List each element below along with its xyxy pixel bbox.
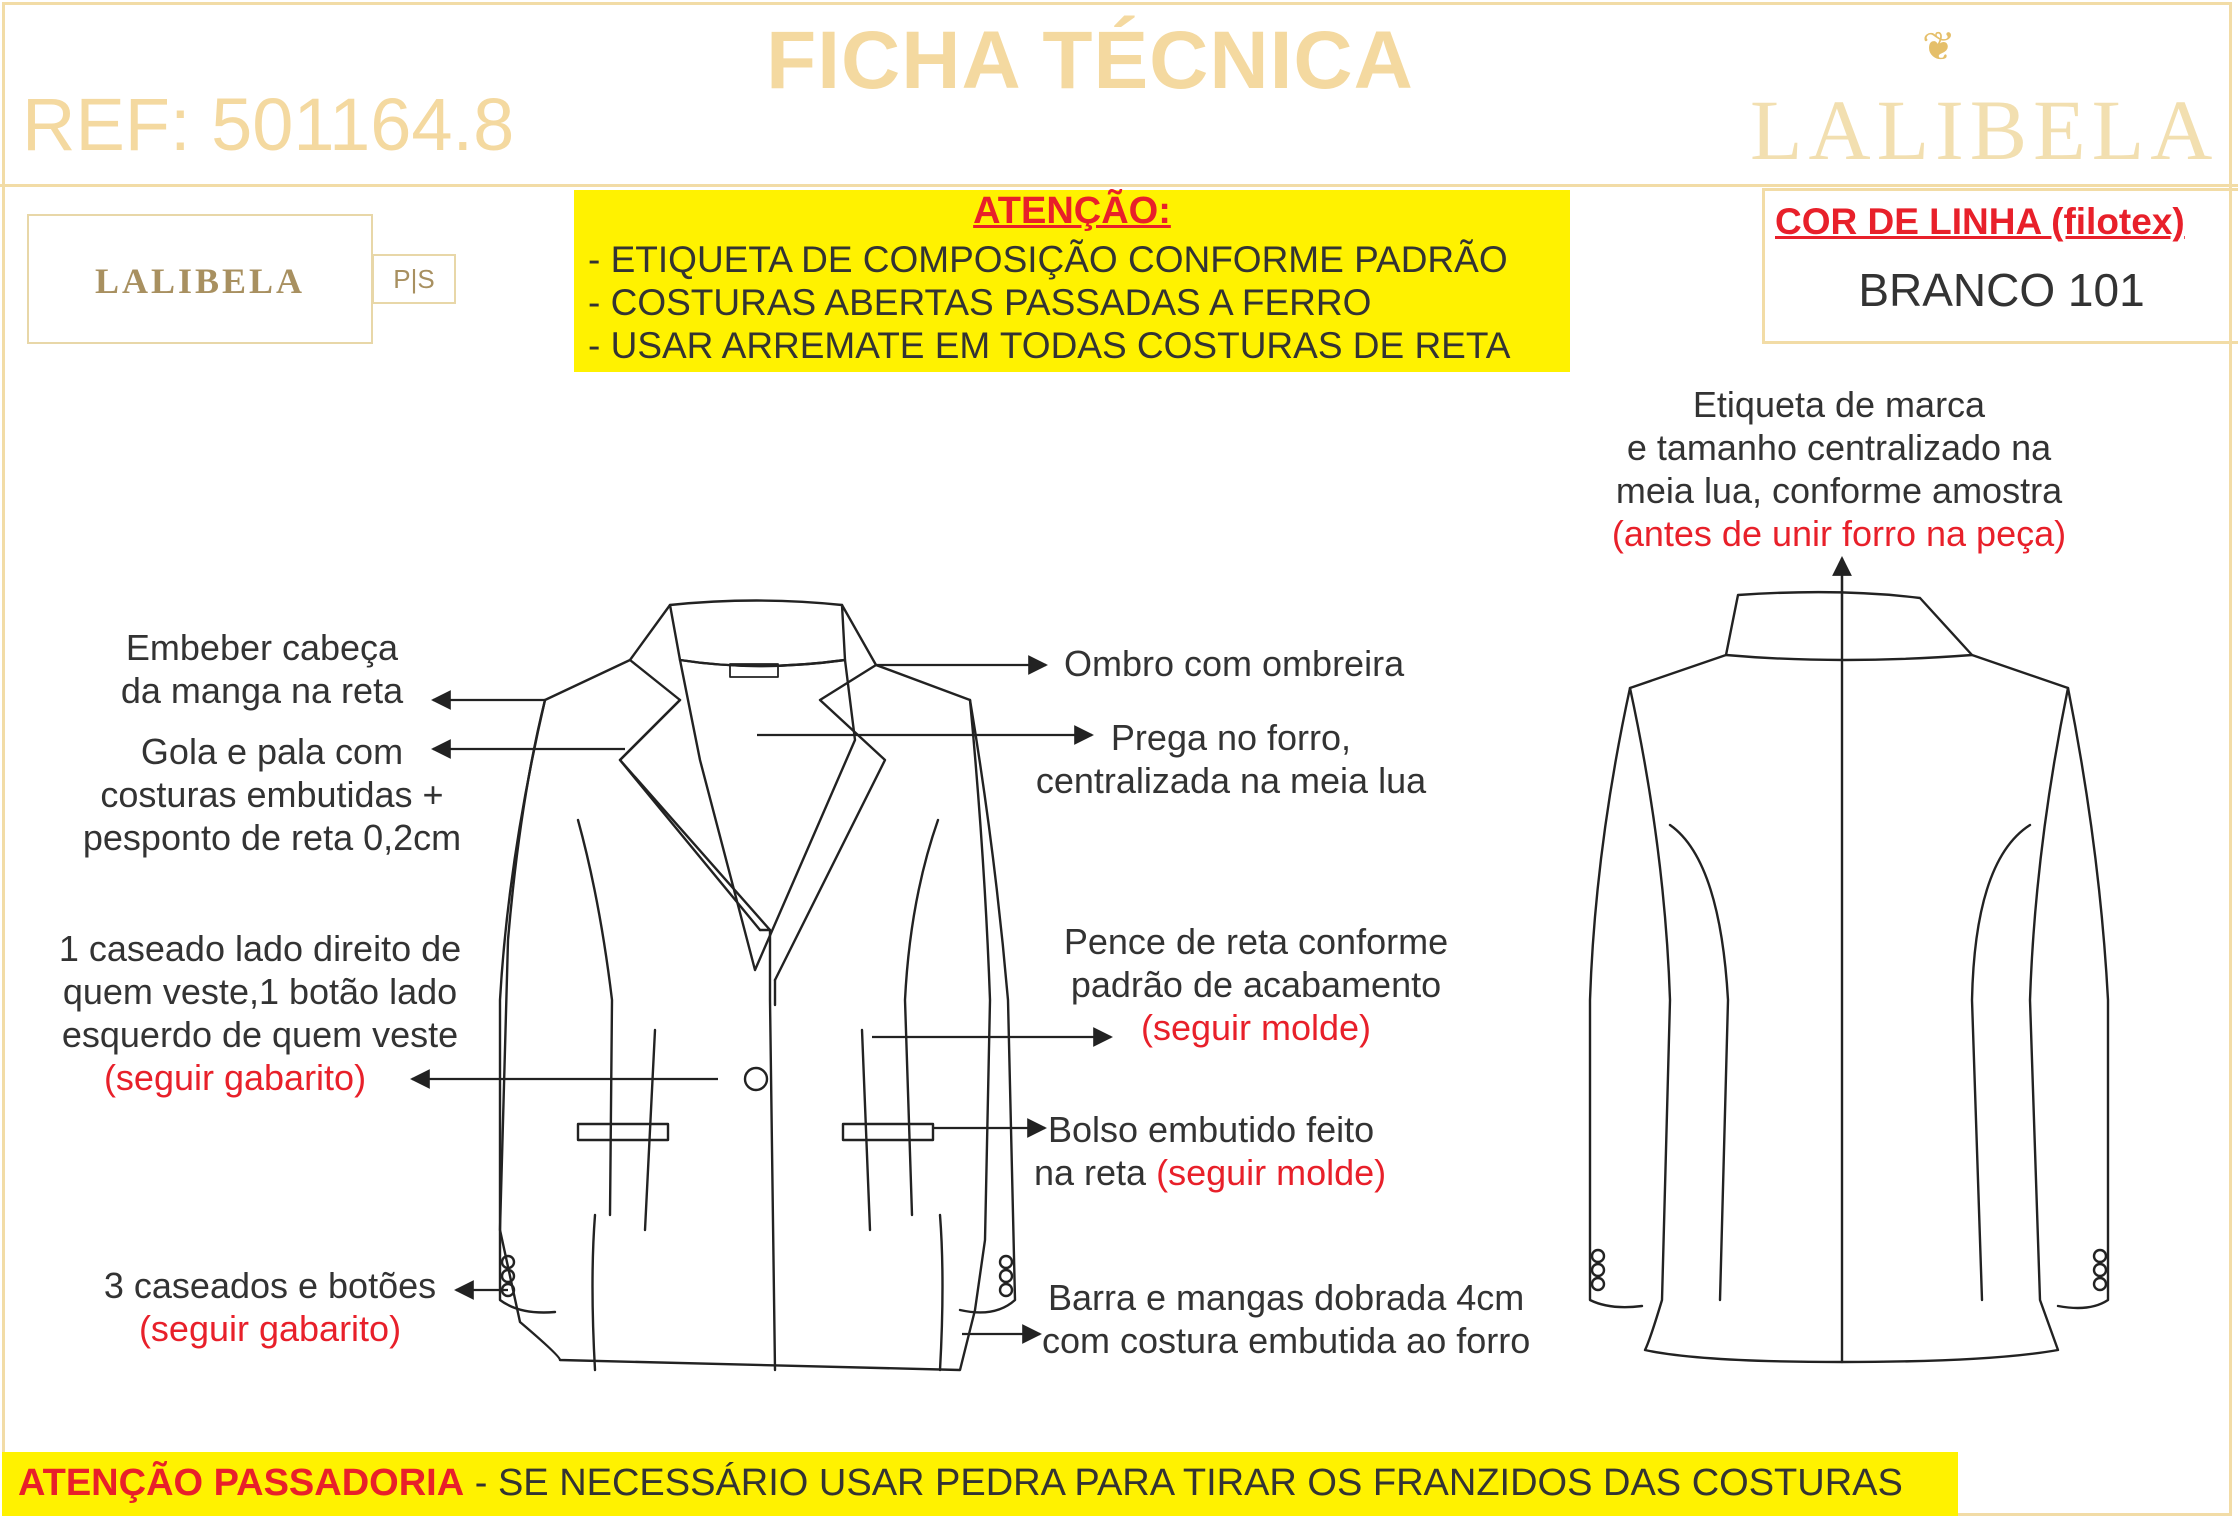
footer-notice — [2, 1452, 1958, 1516]
back-jacket-drawing — [1590, 562, 2108, 1362]
note-ombro: Ombro com ombreira — [1064, 643, 1405, 684]
note-prega: Prega no forro, centralizada na meia lua — [1035, 717, 1427, 801]
thread-heading: COR DE LINHA (filotex) — [1775, 201, 2185, 242]
note-pence: Pence de reta conforme padrão de acabamento (seguir molde) — [1063, 921, 1449, 1048]
front-jacket-drawing — [500, 601, 1015, 1371]
note-gola: Gola e pala com costuras embutidas + pesponto de reta 0,2cm — [82, 731, 462, 858]
footer-text: - SE NECESSÁRIO USAR PEDRA PARA TIRAR OS FRANZIDOS DAS COSTURAS — [464, 1462, 1903, 1504]
note-barra: Barra e mangas dobrada 4cm com costura embutida ao forro — [1042, 1277, 1531, 1361]
note-embeber: Embeber cabeça da manga na reta — [120, 627, 404, 711]
footer-strong: ATENÇÃO PASSADORIA — [18, 1462, 465, 1504]
attention-heading: ATENÇÃO: — [973, 190, 1171, 232]
page-title: FICHA TÉCNICA — [766, 15, 1414, 106]
bee-icon: ❦ — [1922, 25, 1956, 69]
note-etiqueta: Etiqueta de marca e tamanho centralizado na meia lua, conforme amostra (antes de unir forro na peça) — [1611, 384, 2067, 554]
label-brand-text: LALIBELA — [94, 261, 306, 301]
note-bolso: Bolso embutido feito na reta (seguir molde) — [1034, 1109, 1387, 1193]
attention-line: - USAR ARREMATE EM TODAS COSTURAS DE RETA — [588, 325, 1511, 366]
size-label: P|S — [372, 254, 456, 304]
reference-code: REF: 501164.8 — [22, 83, 515, 166]
brand-logo: LALIBELA — [1750, 82, 2219, 178]
note-caseado: 1 caseado lado direito de quem veste,1 botão lado esquerdo de quem veste (seguir gabarito) — [58, 928, 462, 1098]
thread-value: BRANCO 101 — [1858, 264, 2145, 316]
attention-line: - ETIQUETA DE COMPOSIÇÃO CONFORME PADRÃO — [588, 239, 1508, 280]
attention-line: - COSTURAS ABERTAS PASSADAS A FERRO — [588, 282, 1372, 323]
note-botoes: 3 caseados e botões (seguir gabarito) — [103, 1265, 437, 1349]
